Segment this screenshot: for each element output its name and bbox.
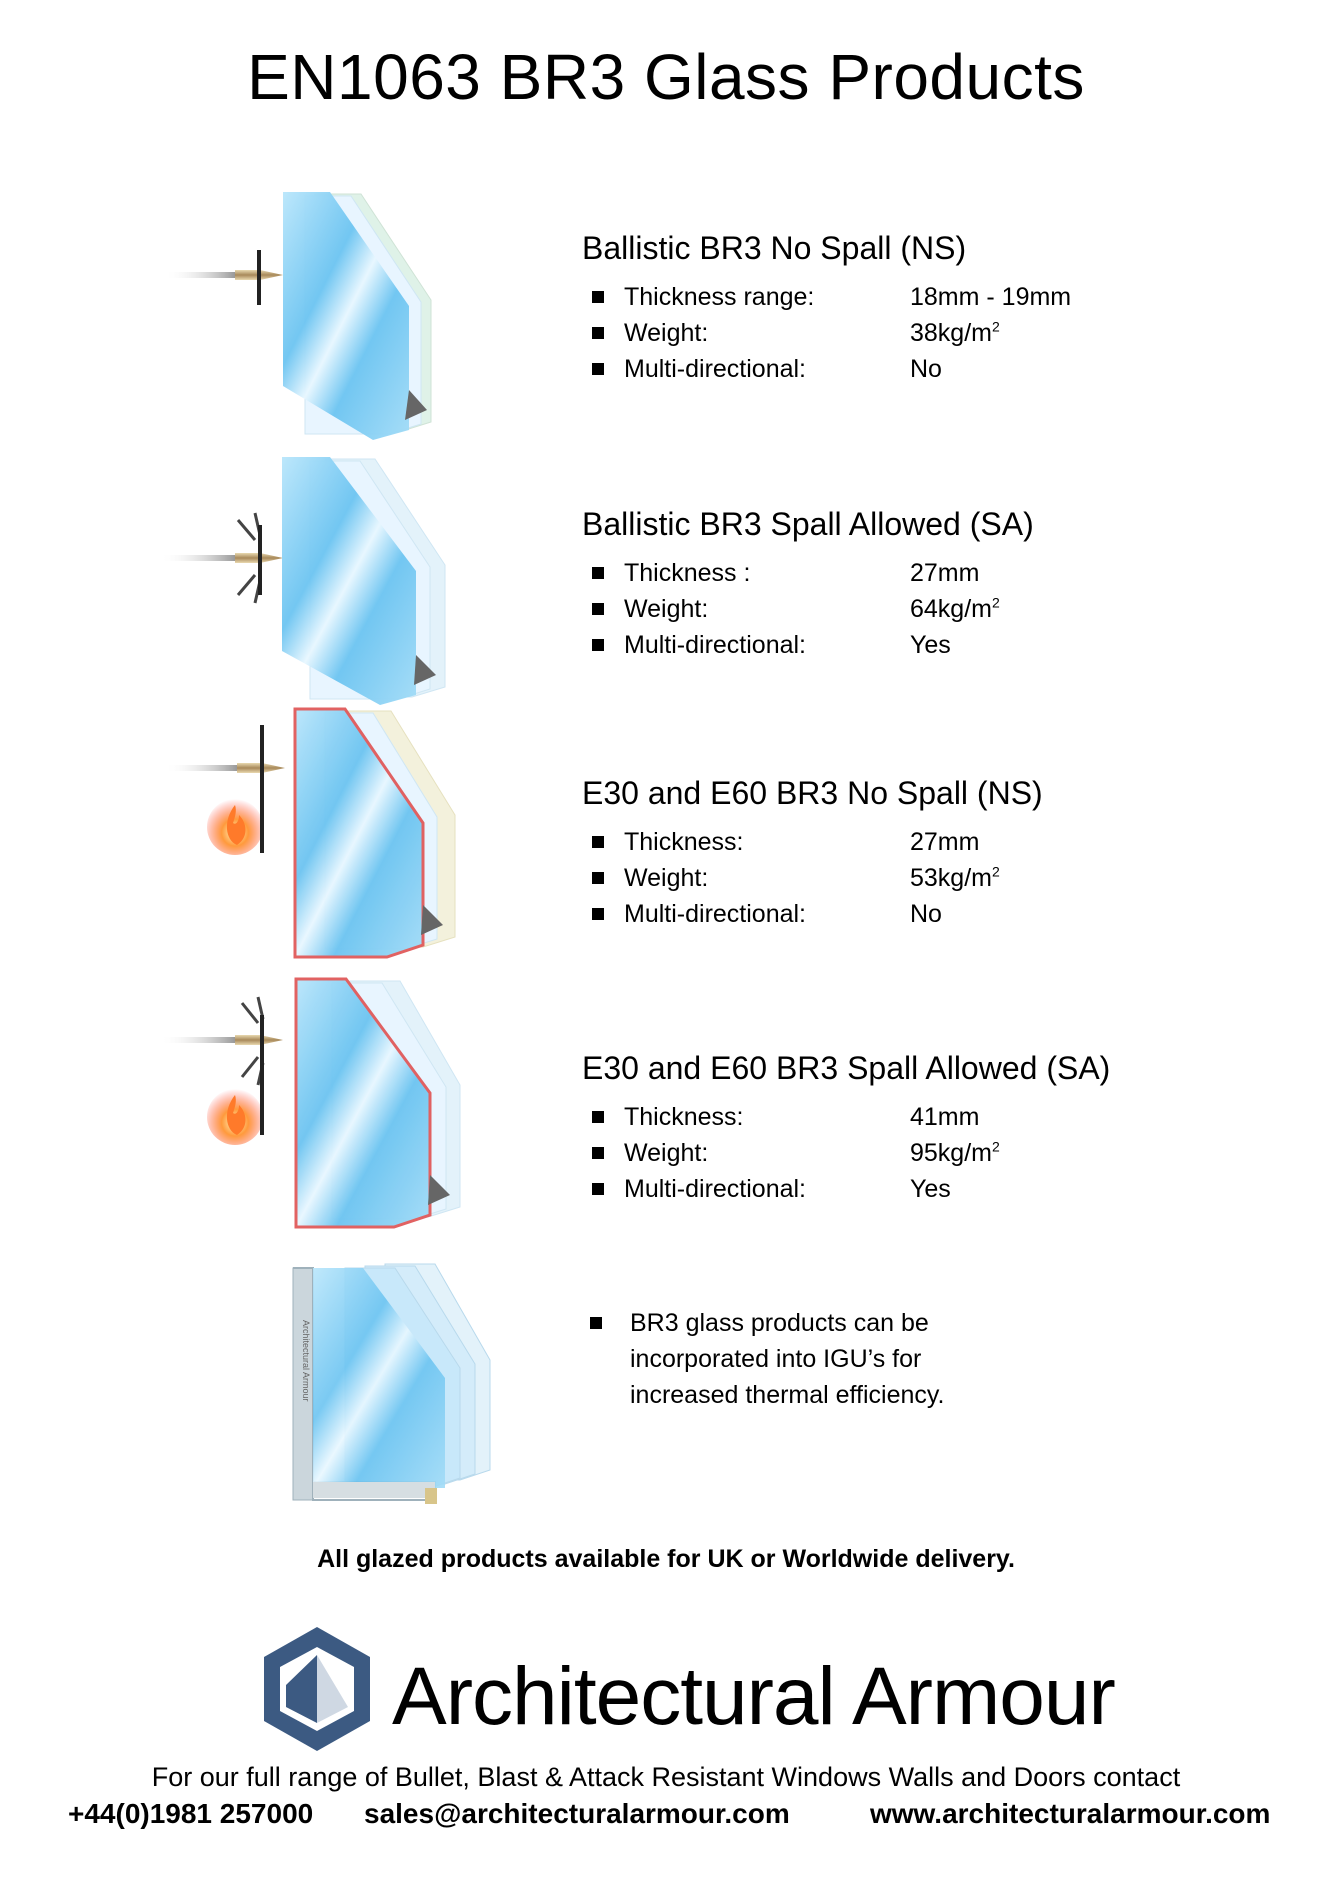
product-name: Ballistic BR3 Spall Allowed (SA) — [582, 506, 1034, 542]
bullet-square-icon — [592, 908, 604, 920]
spec-multi-directional: Multi-directional: Yes — [582, 627, 1034, 663]
strike-plate — [258, 525, 262, 595]
bullet-square-icon — [590, 1317, 602, 1329]
spec-weight: Weight: $38kg/m^2$ — [582, 315, 1071, 351]
fire-no-spall-glass-illustration — [165, 705, 465, 965]
product-ballistic-br3-spall-allowed — [582, 506, 1034, 663]
contact-line: For our full range of Bullet, Blast & Attack Resistant Windows Walls and Doors contact — [151, 1762, 1181, 1792]
bullet-square-icon — [592, 363, 604, 375]
delivery-note: All glazed products available for UK or Worldwide delivery. — [317, 1545, 1015, 1573]
spec-multi-directional: Multi-directional: Yes — [582, 1171, 1110, 1207]
bullet-square-icon — [592, 1147, 604, 1159]
page-title: EN1063 BR3 Glass Products — [247, 41, 1085, 113]
spec-weight: Weight: $64kg/m^2$ — [582, 591, 1034, 627]
spec-thickness: Thickness range: 18mm - 19mm — [582, 279, 1071, 315]
bullet-square-icon — [592, 1183, 604, 1195]
spec-weight: Weight: $95kg/m^2$ — [582, 1135, 1110, 1171]
strike-plate — [260, 725, 264, 853]
strike-plate — [257, 250, 261, 305]
spec-thickness: Thickness : 27mm — [582, 555, 1034, 591]
product-e30-e60-br3-no-spall — [582, 775, 1043, 932]
fire-spall-allowed-glass-illustration — [160, 975, 470, 1235]
spall-allowed-glass-illustration — [160, 455, 460, 705]
svg-text:Architectural Armour: Architectural Armour — [301, 1320, 311, 1402]
spec-multi-directional: Multi-directional: No — [582, 351, 1071, 387]
phone-number[interactable]: +44(0)1981 257000 — [68, 1798, 314, 1829]
bullet-square-icon — [592, 327, 604, 339]
brand-name: Architectural Armour — [392, 1651, 1115, 1742]
spec-multi-directional: Multi-directional: No — [582, 896, 1043, 932]
bullet-square-icon — [592, 291, 604, 303]
bullet-square-icon — [592, 603, 604, 615]
bullet-square-icon — [592, 872, 604, 884]
bullet-square-icon — [592, 1111, 604, 1123]
igu-glass-illustration — [285, 1260, 495, 1510]
bullet-icon — [235, 1035, 283, 1045]
product-name: E30 and E60 BR3 No Spall (NS) — [582, 775, 1043, 811]
website-link[interactable]: www.architecturalarmour.com — [870, 1798, 1271, 1829]
product-ballistic-br3-no-spall — [582, 230, 1071, 387]
product-e30-e60-br3-spall-allowed — [582, 1050, 1110, 1207]
spec-thickness: Thickness: 27mm — [582, 824, 1043, 860]
spec-weight: Weight: $53kg/m^2$ — [582, 860, 1043, 896]
igu-note: BR3 glass products can be incorporated into IGU’s for increased thermal efficiency. — [590, 1305, 945, 1413]
strike-plate — [260, 1015, 264, 1135]
bullet-square-icon — [592, 836, 604, 848]
product-name: E30 and E60 BR3 Spall Allowed (SA) — [582, 1050, 1111, 1086]
architectural-armour-logo-icon — [262, 1625, 372, 1753]
product-name: Ballistic BR3 No Spall (NS) — [582, 230, 967, 266]
spec-thickness: Thickness: 41mm — [582, 1099, 1110, 1135]
email-link[interactable]: sales@architecturalarmour.com — [364, 1798, 790, 1829]
bullet-square-icon — [592, 639, 604, 651]
bullet-square-icon — [592, 567, 604, 579]
no-spall-glass-illustration — [165, 190, 455, 440]
